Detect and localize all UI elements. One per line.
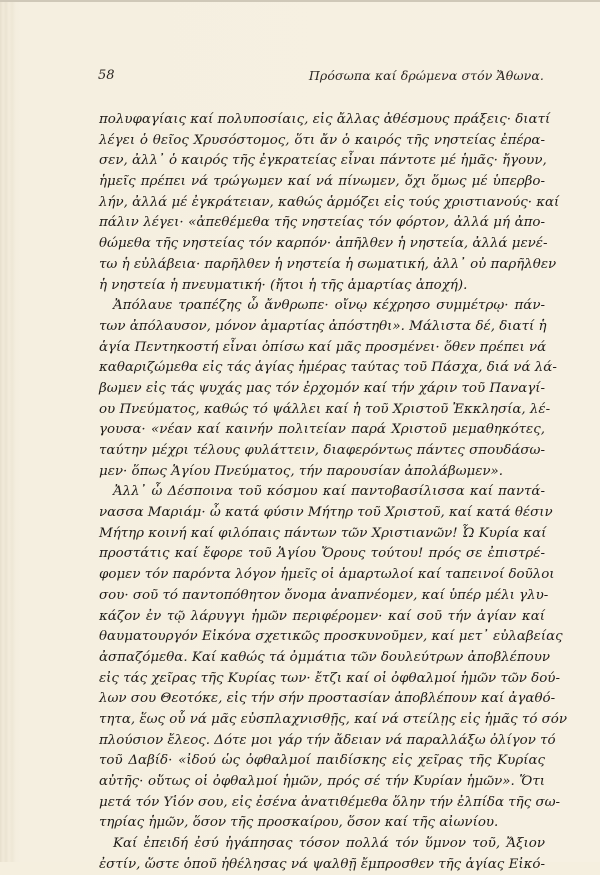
text-line: λέγει ὁ θεῖος Χρυσόστομος, ὅτι ἄν ὁ καιρός τῆς νηστείας ἐπέρα-: [99, 132, 545, 148]
text-line: προστάτις καί ἔφορε τοῦ Ἁγίου Ὄρους τούτου! πρός σε ἐπιστρέ-: [99, 546, 545, 562]
text-line: πάλιν λέγει· «ἀπεθέμεθα τῆς νηστείας τόν φόρτον, ἀλλά μή ἀπο-: [99, 215, 545, 231]
running-head: [98, 68, 544, 86]
text-line: τω ἡ εὐλάβεια· παρῆλθεν ἡ νηστεία ἡ σωματική, ἀλλ᾽ οὐ παρῆλθεν: [99, 256, 557, 272]
text-line: των ἀπόλαυσον, μόνον ἁμαρτίας ἀπόστηθι». Μάλιστα δέ, διατί ἡ: [99, 318, 547, 334]
text-line: πολυφαγίαις καί πολυποσίαις, εἰς ἄλλας ἀθέσμους πράξεις· διατί: [99, 112, 551, 127]
text-line: σεν, ἀλλ᾽ ὁ καιρός τῆς ἐγκρατείας εἶναι πάντοτε μέ ἡμᾶς· ἤγουν,: [99, 153, 547, 169]
text-line: Ἀλλ᾽ ὦ Δέσποινα τοῦ κόσμου καί παντοβασίλισσα καί παντά-: [113, 484, 545, 500]
text-line: ἐστίν, ὥστε ὁποῦ ἠθέλησας νά ψαλθῇ ἔμπροσθεν τῆς ἁγίας Εἰκό-: [99, 856, 545, 872]
text-line: τοῦ Δαβίδ· «ἰδού ὡς ὀφθαλμοί παιδίσκης εἰς χεῖρας τῆς Κυρίας: [99, 753, 545, 769]
page-number: 58: [98, 68, 115, 83]
text-line: τηρίας ἡμῶν, ὅσον τῆς προσκαίρου, ὅσον καί τῆς αἰωνίου.: [99, 815, 499, 831]
text-line: εἰς τάς χεῖρας τῆς Κυρίας των· ἔτζι καί οἱ ὀφθαλμοί ἡμῶν τῶν δού-: [99, 670, 560, 686]
text-line: πλούσιον ἔλεος. Δότε μοι γάρ τήν ἄδειαν νά παραλλάξω ὀλίγον τό: [99, 732, 556, 748]
text-line: λήν, ἀλλά μέ ἐγκράτειαν, καθώς ἁρμόζει εἰς τούς χριστιανούς· καί: [99, 194, 560, 210]
running-head-title: Πρόσωπα καί δρώμενα στόν Ἄθωνα.: [308, 68, 544, 83]
text-line: νασσα Μαριάμ· ὦ κατά φύσιν Μήτηρ τοῦ Χριστοῦ, καί κατά θέσιν: [99, 505, 553, 521]
text-line: ἁγία Πεντηκοστή εἶναι ὀπίσω καί μᾶς προσμένει· ὅθεν πρέπει νά: [99, 339, 547, 355]
text-line: κάζον ἐν τῷ λάρυγγι ἡμῶν περιφέρομεν· καί σοῦ τήν ἁγίαν καί: [99, 608, 545, 624]
text-line: αὐτῆς· οὕτως οἱ ὀφθαλμοί ἡμῶν, πρός σέ τήν Κυρίαν ἡμῶν». Ὅτι: [99, 774, 545, 789]
body-text: [99, 110, 567, 875]
text-line: φομεν τόν παρόντα λόγον ἡμεῖς οἱ ἁμαρτωλοί καί ταπεινοί δοῦλοι: [99, 567, 555, 583]
text-line: τητα, ἕως οὗ νά μᾶς εὐσπλαχνισθῇς, καί νά στείλῃς εἰς ἡμᾶς τό σόν: [99, 711, 567, 727]
text-line: ἡ νηστεία ἡ πνευματική· (ἤτοι ἡ τῆς ἁμαρτίας ἀποχή).: [99, 277, 468, 293]
text-line: Καί ἐπειδή ἐσύ ἠγάπησας τόσον πολλά τόν ὕμνον τοῦ, Ἄξιον: [113, 836, 545, 852]
text-line: ἀσπαζόμεθα. Καί καθώς τά ὀμμάτια τῶν δουλεύτρων ἀποβλέπουν: [99, 649, 550, 665]
text-line: ου Πνεύματος, καθώς τό ψάλλει καί ἡ τοῦ Χριστοῦ Ἐκκλησία, λέ-: [99, 401, 551, 417]
text-line: Ἀπόλαυε τραπέζης ὦ ἄνθρωπε· οἴνῳ κέχρησο συμμέτρῳ· πάν-: [113, 298, 545, 314]
text-line: βωμεν εἰς τάς ψυχάς μας τόν ἐρχομόν καί τήν χάριν τοῦ Παναγί-: [99, 380, 546, 396]
text-line: καθαριζώμεθα εἰς τάς ἁγίας ἡμέρας ταύτας τοῦ Πάσχα, διά νά λά-: [99, 360, 557, 376]
text-line: σου· σοῦ τό παντοπόθητον ὄνομα ἀναπνέομεν, καί ὑπέρ μέλι γλυ-: [99, 587, 549, 603]
text-line: Μήτηρ κοινή καί φιλόπαις πάντων τῶν Χριστιανῶν! Ὦ Κυρία καί: [99, 525, 547, 541]
text-line: ταύτην μέχρι τέλους φυλάττειν, διαφερόντως πάντες σπουδάσω-: [99, 443, 545, 458]
text-line: γουσα· «νέαν καί καινήν πολιτείαν παρά Χριστοῦ μεμαθηκότες,: [99, 422, 545, 438]
text-line: μεν· ὅπως Ἁγίου Πνεύματος, τήν παρουσίαν ἀπολάβωμεν».: [99, 463, 503, 479]
page-top-edge: [0, 0, 600, 2]
text-line: θώμεθα τῆς νηστείας τόν καρπόν· ἀπῆλθεν ἡ νηστεία, ἀλλά μενέ-: [99, 236, 548, 252]
text-line: ἡμεῖς πρέπει νά τρώγωμεν καί νά πίνωμεν, ὄχι ὅμως μέ ὑπερβο-: [99, 174, 545, 190]
text-line: μετά τόν Υἱόν σου, εἰς ἐσένα ἀνατιθέμεθα ὅλην τήν ἐλπίδα τῆς σω-: [99, 794, 561, 810]
text-line: λων σου Θεοτόκε, εἰς τήν σήν προστασίαν ἀποβλέπουν καί ἀγαθό-: [99, 691, 556, 707]
text-line: θαυματουργόν Εἰκόνα σχετικῶς προσκυνοῦμεν, καί μετ᾽ εὐλαβείας: [99, 629, 563, 645]
